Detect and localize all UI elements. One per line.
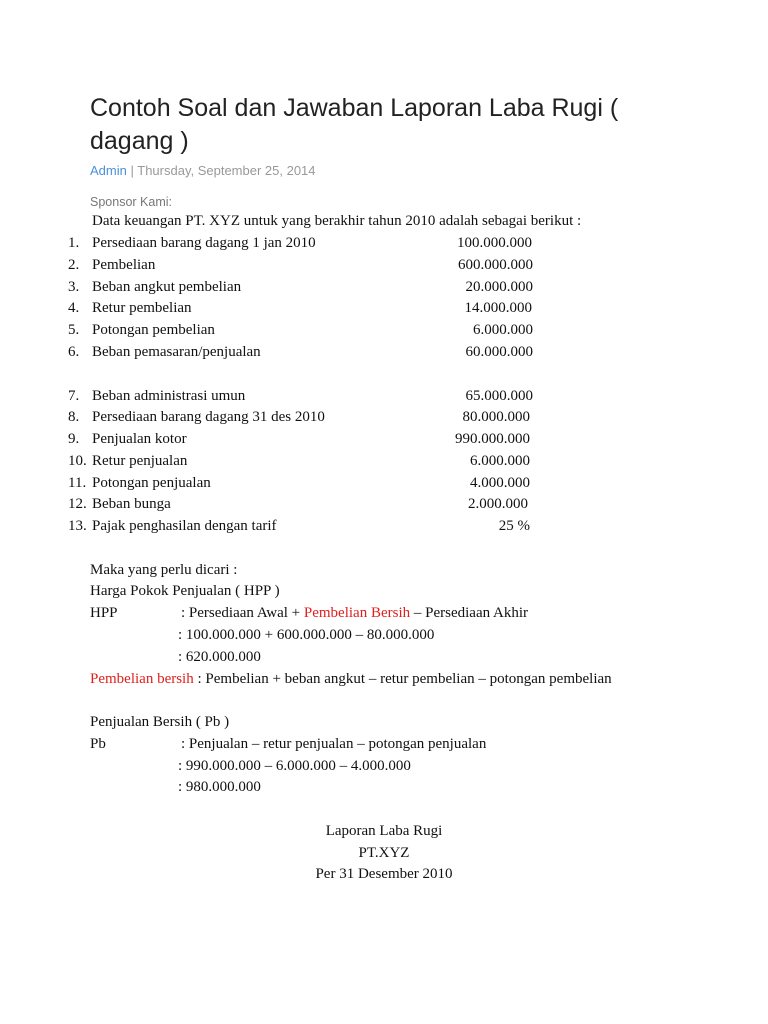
item-number: 12. bbox=[68, 496, 87, 512]
item-number: 7. bbox=[68, 388, 80, 404]
item-label: Penjualan kotor bbox=[92, 431, 187, 447]
item-label: Persediaan barang dagang 31 des 2010 bbox=[92, 409, 325, 425]
item-number: 2. bbox=[68, 257, 80, 273]
item-number: 10. bbox=[68, 453, 87, 469]
item-value: 80.000.000 bbox=[462, 409, 530, 425]
item-label: Potongan pembelian bbox=[92, 322, 215, 338]
item-label: Pajak penghasilan dengan tarif bbox=[92, 518, 277, 534]
meta-separator: | bbox=[130, 163, 134, 178]
item-label: Pembelian bbox=[92, 257, 156, 273]
item-value: 20.000.000 bbox=[465, 279, 533, 295]
item-number: 8. bbox=[68, 409, 80, 425]
hpp-result: : 620.000.000 bbox=[178, 649, 261, 665]
pb-calculation: : 990.000.000 – 6.000.000 – 4.000.000 bbox=[178, 758, 411, 774]
item-value: 100.000.000 bbox=[457, 235, 532, 251]
item-label: Potongan penjualan bbox=[92, 475, 211, 491]
item-value: 2.000.000 bbox=[468, 496, 528, 512]
pembelian-bersih-definition bbox=[90, 671, 612, 688]
item-value: 60.000.000 bbox=[465, 344, 533, 360]
hpp-heading: Harga Pokok Penjualan ( HPP ) bbox=[90, 583, 280, 599]
author-link[interactable]: Admin bbox=[90, 163, 127, 178]
item-number: 3. bbox=[68, 279, 80, 295]
pb-result: : 980.000.000 bbox=[178, 779, 261, 795]
sponsor-label: Sponsor Kami: bbox=[90, 195, 172, 209]
hpp-formula-part: – Persediaan Akhir bbox=[410, 605, 529, 621]
intro-text: Data keuangan PT. XYZ untuk yang berakhir tahun 2010 adalah sebagai berikut : bbox=[92, 213, 582, 229]
item-value: 600.000.000 bbox=[458, 257, 533, 273]
item-value: 990.000.000 bbox=[455, 431, 530, 447]
pembelian-bersih-formula: : Pembelian + beban angkut – retur pembelian – potongan pembelian bbox=[193, 671, 612, 687]
post-date: Thursday, September 25, 2014 bbox=[137, 163, 316, 178]
solution-prompt: Maka yang perlu dicari : bbox=[90, 562, 238, 578]
item-number: 4. bbox=[68, 300, 80, 316]
item-value: 4.000.000 bbox=[470, 475, 530, 491]
hpp-label: HPP bbox=[90, 605, 118, 621]
item-number: 9. bbox=[68, 431, 80, 447]
item-number: 5. bbox=[68, 322, 80, 338]
item-label: Retur pembelian bbox=[92, 300, 192, 316]
item-label: Persediaan barang dagang 1 jan 2010 bbox=[92, 235, 316, 251]
item-number: 11. bbox=[68, 475, 87, 491]
report-period: Per 31 Desember 2010 bbox=[315, 866, 453, 882]
pb-formula: : Penjualan – retur penjualan – potongan penjualan bbox=[181, 736, 487, 752]
item-number: 13. bbox=[68, 518, 87, 534]
hpp-formula-part: : Persediaan Awal + bbox=[181, 605, 304, 621]
item-label: Beban administrasi umun bbox=[92, 388, 246, 404]
item-label: Beban pemasaran/penjualan bbox=[92, 344, 261, 360]
item-value: 6.000.000 bbox=[473, 322, 533, 338]
article-title: Contoh Soal dan Jawaban Laporan Laba Rugi ( dagang ) bbox=[90, 94, 619, 155]
item-value: 25 % bbox=[498, 518, 530, 534]
item-label: Beban bunga bbox=[92, 496, 171, 512]
item-label: Retur penjualan bbox=[92, 453, 188, 469]
item-value: 6.000.000 bbox=[470, 453, 530, 469]
pembelian-bersih-highlight: Pembelian Bersih bbox=[303, 605, 411, 621]
article-meta bbox=[90, 163, 316, 178]
pb-label: Pb bbox=[90, 736, 106, 752]
hpp-calculation: : 100.000.000 + 600.000.000 – 80.000.000 bbox=[178, 627, 435, 643]
report-company: PT.XYZ bbox=[358, 845, 410, 861]
pembelian-bersih-label: Pembelian bersih bbox=[90, 671, 194, 687]
item-label: Beban angkut pembelian bbox=[92, 279, 242, 295]
item-number: 6. bbox=[68, 344, 80, 360]
item-value: 14.000.000 bbox=[464, 300, 532, 316]
report-title: Laporan Laba Rugi bbox=[325, 823, 443, 839]
item-value: 65.000.000 bbox=[465, 388, 533, 404]
item-number: 1. bbox=[68, 235, 80, 251]
hpp-formula bbox=[181, 605, 528, 622]
penjualan-bersih-heading: Penjualan Bersih ( Pb ) bbox=[90, 714, 230, 730]
